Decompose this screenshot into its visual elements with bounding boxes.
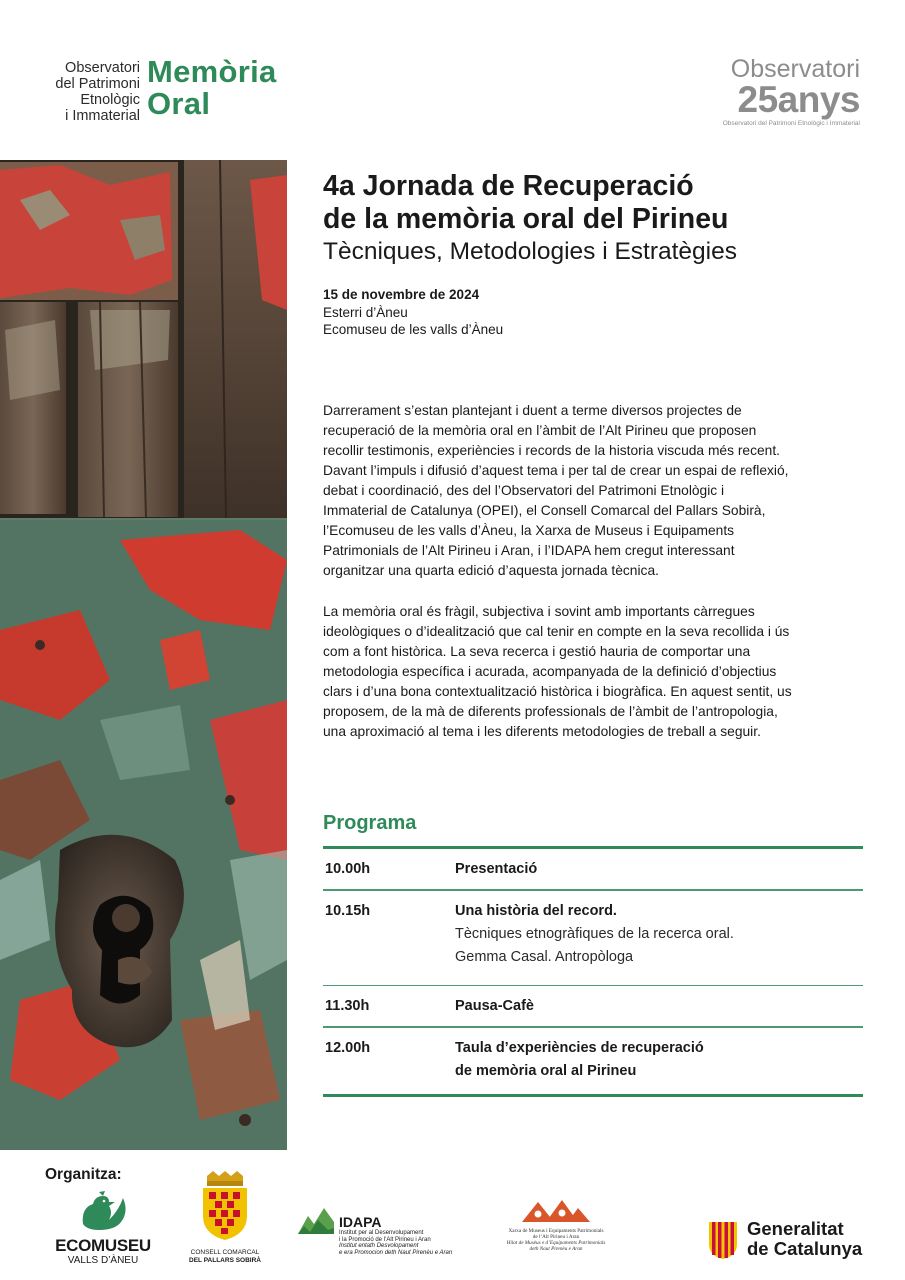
programme-description	[455, 858, 537, 881]
programme-description	[455, 995, 534, 1018]
door-keyhole-photo	[0, 160, 287, 1150]
paragraph-line: metodologia específica i acurada, acompanyada de la definició d’objectius	[323, 664, 777, 679]
memoria-line: Oral	[147, 86, 211, 121]
anniversary-subtitle: Observatori del Patrimoni Etnològic i Immaterial	[722, 120, 860, 127]
programme-item-detail: Gemma Casal. Antropòloga	[455, 948, 634, 965]
consell-comarcal-logo	[185, 1170, 265, 1264]
programme-row	[323, 891, 863, 985]
programme-item-title: Pausa-Cafè	[455, 998, 534, 1014]
event-info	[323, 286, 503, 339]
paragraph-line: recollir testimonis, experiències i records de la historia viscuda més recent.	[323, 443, 781, 458]
programme-rule	[323, 1094, 863, 1097]
programme-row	[323, 986, 863, 1026]
programme-description	[455, 1037, 704, 1083]
event-date: 15 de novembre de 2024	[323, 287, 480, 302]
ecomuseu-logo	[48, 1190, 158, 1266]
programme-item-title: Taula d’experiències de recuperació	[455, 1039, 704, 1056]
programme-time: 10.00h	[325, 861, 371, 877]
coat-of-arms-icon	[199, 1170, 251, 1242]
xarxa-line: deth Naut Pirenèu e Aran	[529, 1246, 583, 1252]
title-line: de la memòria oral del Pirineu	[323, 203, 729, 235]
paragraph-line: una aproximació al tema i les diferents metodologies de treball a seguir.	[323, 724, 761, 739]
programme-time: 12.00h	[325, 1039, 371, 1056]
paragraph-line: com a font històrica. La seva recerca i gestió hauria de comportar una	[323, 644, 751, 659]
organizers-label: Organitza:	[45, 1166, 122, 1183]
paragraph-line: recuperació de la memòria oral en l’àmbit de l’Alt Pirineu que proposen	[323, 423, 757, 438]
programme-item-title: Una història del record.	[455, 902, 617, 919]
ecomuseu-subtitle: VALLS D’ÀNEU	[67, 1255, 139, 1266]
paragraph-line: La memòria oral és fràgil, subjectiva i sovint amb importants càrregues	[323, 604, 755, 619]
observatori-line: del Patrimoni	[55, 76, 140, 92]
anniversary-word: Observatori	[730, 55, 860, 83]
oral-memory-paragraph	[323, 602, 893, 742]
programme-time: 10.15h	[325, 902, 371, 919]
idapa-line: e era Promocion deth Naut Pirenèu e Aran	[339, 1249, 453, 1256]
idapa-line: i la Promoció de l’Alt Pirineu i Aran	[339, 1236, 431, 1243]
generalitat-line2: de Catalunya	[747, 1238, 863, 1259]
paragraph-line: Davant l’impuls i difusió d’aquest tema i per tal de crear un espai de reflexió,	[323, 463, 789, 478]
programme-row	[323, 849, 863, 889]
idapa-name: IDAPA	[339, 1214, 382, 1230]
programme-row	[323, 1028, 863, 1094]
anniversary-years: 25anys	[737, 79, 860, 120]
event-venue: Ecomuseu de les valls d’Àneu	[323, 322, 504, 337]
paragraph-line: Immaterial de Catalunya (OPEI), el Consell Comarcal del Pallars Sobirà,	[323, 503, 766, 518]
event-subtitle: Tècniques, Metodologies i Estratègies	[323, 238, 737, 265]
paragraph-line: organitzar una quarta edició d’aquesta jornada tècnica.	[323, 563, 659, 578]
memoria-oral-title	[147, 56, 277, 120]
xarxa-museus-logo	[500, 1196, 612, 1252]
rooster-icon	[75, 1190, 131, 1232]
anniversary-logo	[670, 56, 860, 127]
programme-heading: Programa	[323, 812, 417, 834]
programme-time: 11.30h	[325, 998, 370, 1014]
paragraph-line: proposem, de la mà de diferents professionals de l’àmbit de l’antropologia,	[323, 704, 778, 719]
programme-item-detail: Tècniques etnogràfiques de la recerca oral.	[455, 925, 734, 942]
paragraph-line: debat i coordinació, des del l’Observatori del Patrimoni Etnològic i	[323, 483, 725, 498]
title-line: 4a Jornada de Recuperació	[323, 170, 694, 202]
idapa-line: Institut per al Desenvolupament	[339, 1230, 424, 1236]
memoria-oral-logo	[40, 54, 320, 124]
observatori-line: Etnològic	[80, 92, 140, 108]
observatori-line: Observatori	[65, 60, 140, 76]
xarxa-line: Xarxa de Museus i Equipaments Patrimonials	[508, 1228, 604, 1234]
mountains-icon	[298, 1200, 334, 1236]
paragraph-line: ideològiques o d’idealització que cal tenir en compte en la seva recollida i ús	[323, 624, 790, 639]
generalitat-logo	[707, 1218, 877, 1263]
xarxa-line: de l’Alt Pirineu i Aran	[532, 1234, 580, 1240]
generalitat-line1: Generalitat	[747, 1218, 844, 1239]
idapa-line: Institut entath Desvolopament	[339, 1243, 419, 1249]
programme-description	[455, 900, 734, 969]
paragraph-line: Patrimonials de l’Alt Pirineu i Aran, i l’IDAPA hem cregut interessant	[323, 543, 735, 558]
programme-item-title: de memòria oral al Pirineu	[455, 1062, 637, 1079]
consell-line2: DEL PALLARS SOBIRÀ	[189, 1256, 261, 1264]
memoria-line: Memòria	[147, 54, 277, 89]
xarxa-line: Hilat de Musèus e d’Equipaments Patrimonials	[506, 1240, 606, 1246]
programme-item-title: Presentació	[455, 861, 538, 877]
intro-paragraph	[323, 401, 893, 581]
paragraph-line: Darrerament s’estan plantejant i duent a terme diversos projectes de	[323, 403, 742, 418]
event-title	[323, 170, 883, 236]
observatori-lines	[40, 60, 140, 124]
event-place: Esterri d’Àneu	[323, 304, 408, 320]
observatori-line: i Immaterial	[65, 108, 140, 124]
ecomuseu-name: ECOMUSEU	[55, 1236, 151, 1255]
photo-graphic	[0, 160, 287, 1150]
consell-line1: CONSELL COMARCAL	[190, 1249, 260, 1256]
paragraph-line: clars i d’una bona contextualització històrica i biogràfica. En aquest sentit, us	[323, 684, 792, 699]
xarxa-mark-icon	[520, 1196, 592, 1226]
senyera-icon	[707, 1220, 739, 1260]
paragraph-line: l’Ecomuseu de les valls d’Àneu, la Xarxa de Museus i Equipaments	[323, 523, 735, 538]
programme-table	[323, 846, 863, 1097]
